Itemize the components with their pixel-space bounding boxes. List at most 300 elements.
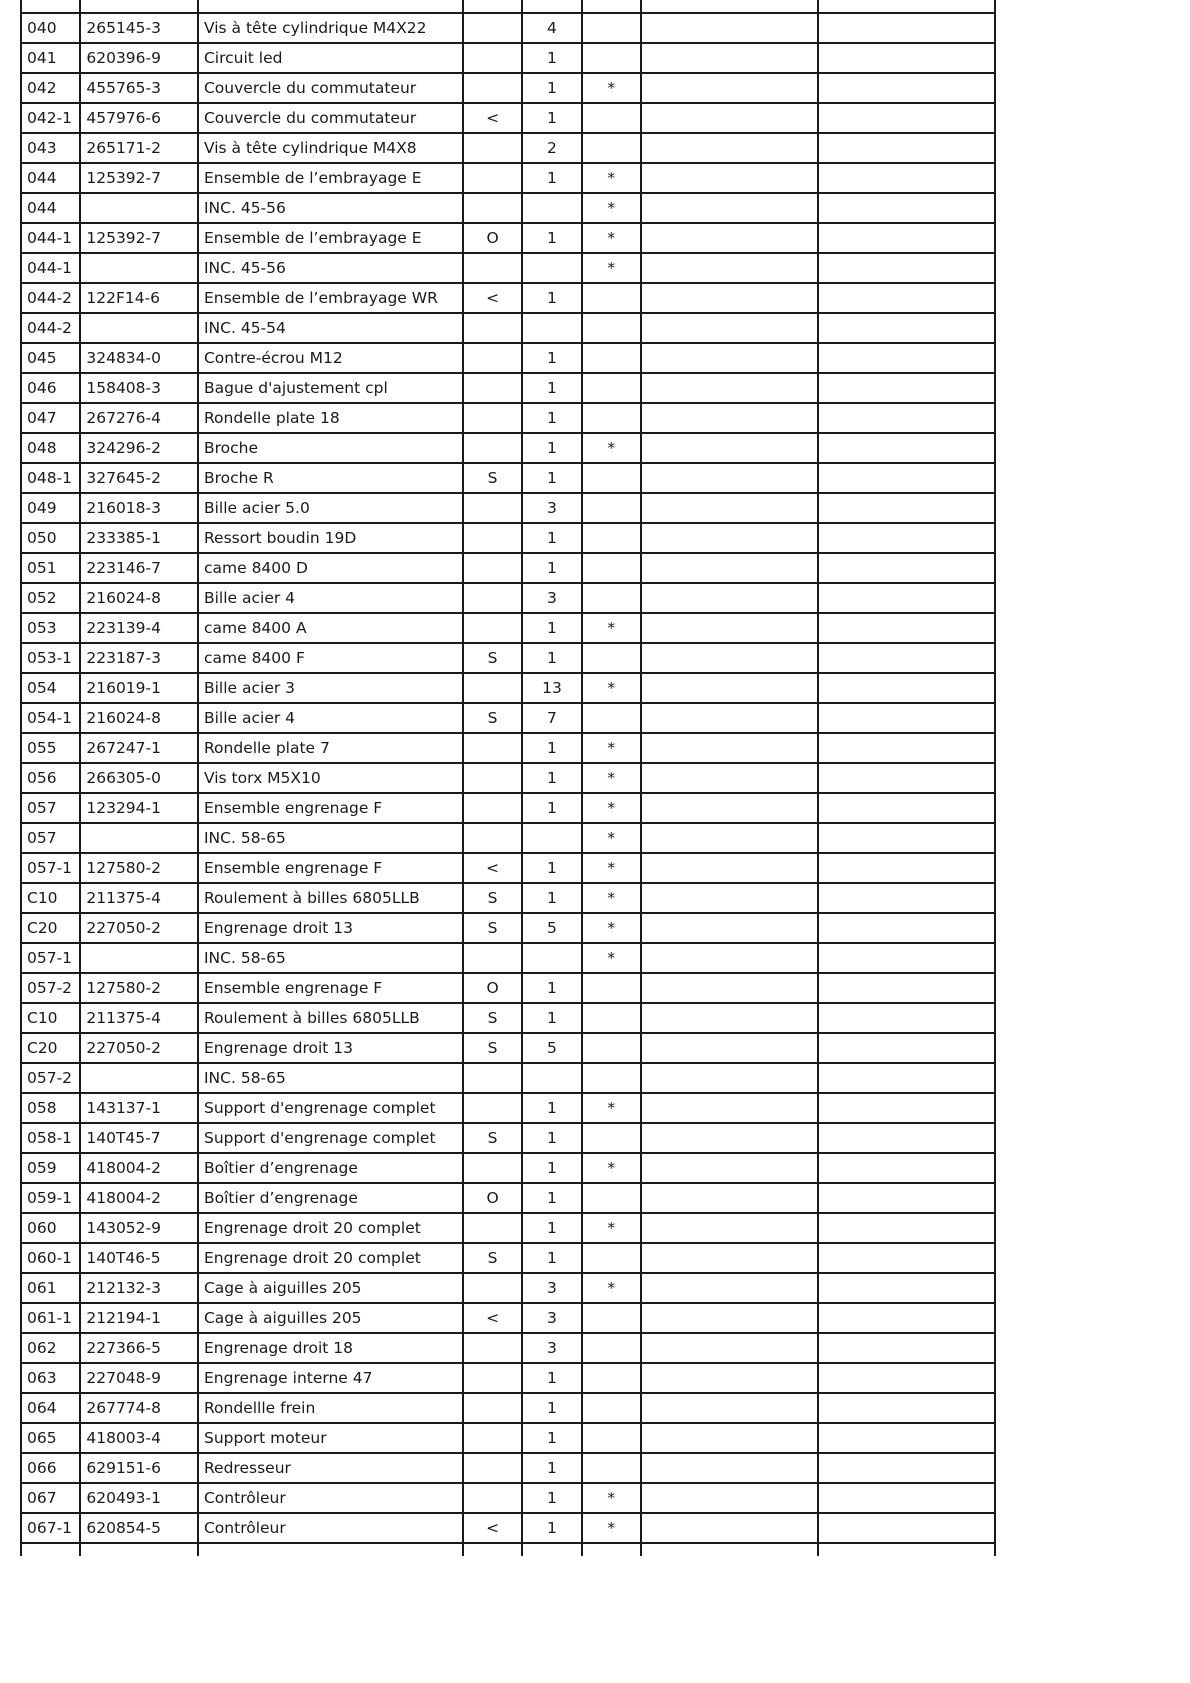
description-cell: Ressort boudin 19D (198, 523, 463, 553)
part-number-cell (80, 253, 198, 283)
marker-cell (582, 43, 641, 73)
description-cell: Ensemble de l’embrayage WR (198, 283, 463, 313)
table-row (21, 1273, 995, 1303)
description-cell: INC. 58-65 (198, 1063, 463, 1093)
marker-cell (582, 283, 641, 313)
ref-number-cell: 061 (21, 1273, 80, 1303)
quantity-cell (522, 823, 581, 853)
table-row (21, 73, 995, 103)
quantity-cell: 1 (522, 1483, 581, 1513)
part-number-cell: 227050-2 (80, 1033, 198, 1063)
table-row (21, 613, 995, 643)
note-code-cell (463, 253, 522, 283)
table-row (21, 643, 995, 673)
description-cell: Ensemble de l’embrayage E (198, 163, 463, 193)
ref-number-cell: 053 (21, 613, 80, 643)
marker-cell: * (582, 73, 641, 103)
part-number-cell: 216019-1 (80, 673, 198, 703)
extra-2-cell (818, 193, 995, 223)
quantity-cell (522, 943, 581, 973)
part-number-cell: 324834-0 (80, 343, 198, 373)
note-code-cell: < (463, 1303, 522, 1333)
quantity-cell: 1 (522, 163, 581, 193)
description-cell: Couvercle du commutateur (198, 73, 463, 103)
extra-1-cell (641, 883, 818, 913)
note-code-cell (463, 1213, 522, 1243)
table-row-partial (21, 1543, 995, 1556)
part-number-cell: 125392-7 (80, 163, 198, 193)
part-number-cell: 265171-2 (80, 133, 198, 163)
extra-2-cell (818, 13, 995, 43)
extra-2-cell (818, 253, 995, 283)
extra-2-cell (818, 943, 995, 973)
extra-2-cell (818, 1063, 995, 1093)
ref-number-cell: 057-2 (21, 973, 80, 1003)
ref-number-cell: 056 (21, 763, 80, 793)
extra-1-cell (641, 583, 818, 613)
extra-2-cell (818, 733, 995, 763)
part-number-cell: 457976-6 (80, 103, 198, 133)
description-cell: INC. 45-56 (198, 253, 463, 283)
marker-cell (582, 1333, 641, 1363)
extra-2-cell (818, 163, 995, 193)
quantity-cell: 1 (522, 1423, 581, 1453)
extra-1-cell (641, 1063, 818, 1093)
extra-1-cell (641, 373, 818, 403)
description-cell (198, 0, 463, 13)
parts-table-body (21, 0, 995, 1556)
description-cell: Contre-écrou M12 (198, 343, 463, 373)
part-number-cell: 125392-7 (80, 223, 198, 253)
ref-number-cell: 044 (21, 193, 80, 223)
extra-2-cell (818, 133, 995, 163)
extra-1-cell (641, 1483, 818, 1513)
part-number-cell: 211375-4 (80, 883, 198, 913)
table-row (21, 673, 995, 703)
description-cell: Bille acier 5.0 (198, 493, 463, 523)
marker-cell: * (582, 613, 641, 643)
description-cell: Contrôleur (198, 1483, 463, 1513)
ref-number-cell: 065 (21, 1423, 80, 1453)
extra-2-cell (818, 883, 995, 913)
extra-1-cell (641, 133, 818, 163)
ref-number-cell: 042 (21, 73, 80, 103)
extra-1-cell (641, 1423, 818, 1453)
note-code-cell: S (463, 1123, 522, 1153)
table-row (21, 973, 995, 1003)
part-number-cell: 143052-9 (80, 1213, 198, 1243)
extra-1-cell (641, 1513, 818, 1543)
description-cell: Bague d'ajustement cpl (198, 373, 463, 403)
empty-cell (818, 1543, 995, 1556)
quantity-cell: 5 (522, 913, 581, 943)
extra-2-cell (818, 343, 995, 373)
description-cell: INC. 45-56 (198, 193, 463, 223)
table-row (21, 13, 995, 43)
table-row (21, 223, 995, 253)
extra-1-cell (641, 853, 818, 883)
marker-cell: * (582, 1273, 641, 1303)
marker-cell (582, 1423, 641, 1453)
ref-number-cell: 064 (21, 1393, 80, 1423)
extra-2-cell (818, 0, 995, 13)
marker-cell (582, 343, 641, 373)
extra-2-cell (818, 1333, 995, 1363)
marker-cell (582, 523, 641, 553)
quantity-cell: 1 (522, 1243, 581, 1273)
quantity-cell: 3 (522, 583, 581, 613)
ref-number-cell: 045 (21, 343, 80, 373)
ref-number-cell: 055 (21, 733, 80, 763)
description-cell: Contrôleur (198, 1513, 463, 1543)
description-cell: Redresseur (198, 1453, 463, 1483)
marker-cell: * (582, 1153, 641, 1183)
note-code-cell (463, 193, 522, 223)
extra-2-cell (818, 1243, 995, 1273)
part-number-cell (80, 1063, 198, 1093)
extra-1-cell (641, 73, 818, 103)
part-number-cell: 216018-3 (80, 493, 198, 523)
ref-number-cell: 059 (21, 1153, 80, 1183)
quantity-cell (522, 313, 581, 343)
table-row (21, 553, 995, 583)
extra-2-cell (818, 43, 995, 73)
extra-2-cell (818, 793, 995, 823)
marker-cell (582, 13, 641, 43)
marker-cell (582, 973, 641, 1003)
note-code-cell (463, 1393, 522, 1423)
empty-cell (463, 1543, 522, 1556)
extra-2-cell (818, 1453, 995, 1483)
empty-cell (641, 1543, 818, 1556)
part-number-cell: 140T45-7 (80, 1123, 198, 1153)
part-number-cell: 211375-4 (80, 1003, 198, 1033)
part-number-cell: 212194-1 (80, 1303, 198, 1333)
part-number-cell: 266305-0 (80, 763, 198, 793)
extra-2-cell (818, 283, 995, 313)
note-code-cell (463, 1153, 522, 1183)
part-number-cell: 629151-6 (80, 1453, 198, 1483)
part-number-cell: 620493-1 (80, 1483, 198, 1513)
quantity-cell (522, 193, 581, 223)
extra-1-cell (641, 193, 818, 223)
ref-number-cell: 044-1 (21, 253, 80, 283)
description-cell: Support d'engrenage complet (198, 1093, 463, 1123)
table-row (21, 1483, 995, 1513)
extra-2-cell (818, 1033, 995, 1063)
note-code-cell (463, 403, 522, 433)
table-row (21, 0, 995, 13)
empty-cell (21, 1543, 80, 1556)
marker-cell (582, 463, 641, 493)
table-row (21, 733, 995, 763)
extra-1-cell (641, 0, 818, 13)
extra-2-cell (818, 1423, 995, 1453)
quantity-cell: 2 (522, 133, 581, 163)
marker-cell (582, 1003, 641, 1033)
note-code-cell (463, 793, 522, 823)
extra-2-cell (818, 1273, 995, 1303)
quantity-cell: 1 (522, 883, 581, 913)
description-cell: Ensemble engrenage F (198, 853, 463, 883)
marker-cell: * (582, 823, 641, 853)
table-row (21, 343, 995, 373)
table-row (21, 1393, 995, 1423)
table-row (21, 133, 995, 163)
quantity-cell: 3 (522, 493, 581, 523)
description-cell: Engrenage droit 13 (198, 1033, 463, 1063)
marker-cell: * (582, 1093, 641, 1123)
extra-2-cell (818, 493, 995, 523)
description-cell: Engrenage droit 20 complet (198, 1213, 463, 1243)
note-code-cell (463, 43, 522, 73)
ref-number-cell: 042-1 (21, 103, 80, 133)
marker-cell: * (582, 733, 641, 763)
ref-number-cell: 063 (21, 1363, 80, 1393)
marker-cell: * (582, 223, 641, 253)
extra-1-cell (641, 1213, 818, 1243)
table-row (21, 253, 995, 283)
part-number-cell: 227366-5 (80, 1333, 198, 1363)
description-cell: Engrenage droit 20 complet (198, 1243, 463, 1273)
extra-2-cell (818, 643, 995, 673)
description-cell: Rondellle frein (198, 1393, 463, 1423)
note-code-cell (463, 733, 522, 763)
extra-1-cell (641, 1273, 818, 1303)
extra-2-cell (818, 103, 995, 133)
table-row (21, 463, 995, 493)
ref-number-cell: 040 (21, 13, 80, 43)
ref-number-cell: 062 (21, 1333, 80, 1363)
note-code-cell (463, 313, 522, 343)
extra-2-cell (818, 1213, 995, 1243)
description-cell: INC. 45-54 (198, 313, 463, 343)
extra-2-cell (818, 1393, 995, 1423)
note-code-cell (463, 1273, 522, 1303)
extra-2-cell (818, 463, 995, 493)
extra-1-cell (641, 343, 818, 373)
table-row (21, 703, 995, 733)
table-row (21, 1243, 995, 1273)
part-number-cell: 267774-8 (80, 1393, 198, 1423)
description-cell: Ensemble engrenage F (198, 973, 463, 1003)
table-row (21, 1063, 995, 1093)
extra-1-cell (641, 793, 818, 823)
empty-cell (522, 1543, 581, 1556)
note-code-cell (463, 133, 522, 163)
marker-cell: * (582, 763, 641, 793)
marker-cell: * (582, 913, 641, 943)
part-number-cell: 327645-2 (80, 463, 198, 493)
quantity-cell: 1 (522, 463, 581, 493)
note-code-cell: S (463, 703, 522, 733)
ref-number-cell: 057-1 (21, 853, 80, 883)
description-cell: Ensemble de l’embrayage E (198, 223, 463, 253)
part-number-cell: 620396-9 (80, 43, 198, 73)
marker-cell: * (582, 253, 641, 283)
ref-number-cell: 057-2 (21, 1063, 80, 1093)
note-code-cell: O (463, 973, 522, 1003)
extra-1-cell (641, 223, 818, 253)
extra-2-cell (818, 553, 995, 583)
note-code-cell (463, 1063, 522, 1093)
quantity-cell: 1 (522, 1093, 581, 1123)
quantity-cell: 1 (522, 403, 581, 433)
marker-cell: * (582, 193, 641, 223)
extra-2-cell (818, 73, 995, 103)
extra-2-cell (818, 1483, 995, 1513)
quantity-cell: 3 (522, 1303, 581, 1333)
note-code-cell (463, 523, 522, 553)
quantity-cell (522, 253, 581, 283)
marker-cell (582, 1183, 641, 1213)
extra-1-cell (641, 43, 818, 73)
marker-cell (582, 1033, 641, 1063)
extra-1-cell (641, 163, 818, 193)
extra-1-cell (641, 493, 818, 523)
description-cell: Engrenage droit 13 (198, 913, 463, 943)
part-number-cell: 158408-3 (80, 373, 198, 403)
quantity-cell: 3 (522, 1333, 581, 1363)
ref-number-cell: 047 (21, 403, 80, 433)
ref-number-cell: 053-1 (21, 643, 80, 673)
ref-number-cell: 061-1 (21, 1303, 80, 1333)
extra-2-cell (818, 373, 995, 403)
part-number-cell: 265145-3 (80, 13, 198, 43)
note-code-cell: S (463, 643, 522, 673)
description-cell: Bille acier 3 (198, 673, 463, 703)
quantity-cell: 3 (522, 1273, 581, 1303)
table-row (21, 1183, 995, 1213)
description-cell: Cage à aiguilles 205 (198, 1273, 463, 1303)
marker-cell: * (582, 793, 641, 823)
part-number-cell: 223187-3 (80, 643, 198, 673)
ref-number-cell: C20 (21, 1033, 80, 1063)
quantity-cell: 13 (522, 673, 581, 703)
extra-1-cell (641, 1153, 818, 1183)
extra-2-cell (818, 1003, 995, 1033)
quantity-cell: 1 (522, 853, 581, 883)
quantity-cell: 1 (522, 103, 581, 133)
quantity-cell: 1 (522, 523, 581, 553)
ref-number-cell: 054 (21, 673, 80, 703)
note-code-cell: S (463, 1243, 522, 1273)
ref-number-cell: 054-1 (21, 703, 80, 733)
note-code-cell (463, 1363, 522, 1393)
quantity-cell: 1 (522, 1213, 581, 1243)
marker-cell (582, 1303, 641, 1333)
part-number-cell: 143137-1 (80, 1093, 198, 1123)
quantity-cell: 1 (522, 1393, 581, 1423)
note-code-cell (463, 553, 522, 583)
extra-2-cell (818, 403, 995, 433)
table-row (21, 1033, 995, 1063)
extra-2-cell (818, 973, 995, 1003)
ref-number-cell: 067-1 (21, 1513, 80, 1543)
quantity-cell: 1 (522, 643, 581, 673)
description-cell: came 8400 D (198, 553, 463, 583)
extra-2-cell (818, 1093, 995, 1123)
table-row (21, 583, 995, 613)
table-row (21, 1333, 995, 1363)
part-number-cell: 127580-2 (80, 853, 198, 883)
extra-2-cell (818, 223, 995, 253)
description-cell: came 8400 F (198, 643, 463, 673)
quantity-cell: 1 (522, 1363, 581, 1393)
ref-number-cell: 059-1 (21, 1183, 80, 1213)
extra-1-cell (641, 943, 818, 973)
marker-cell (582, 703, 641, 733)
marker-cell: * (582, 943, 641, 973)
marker-cell (582, 1243, 641, 1273)
note-code-cell (463, 823, 522, 853)
table-row (21, 793, 995, 823)
marker-cell (582, 133, 641, 163)
extra-1-cell (641, 1033, 818, 1063)
quantity-cell: 1 (522, 433, 581, 463)
empty-cell (582, 1543, 641, 1556)
table-row (21, 403, 995, 433)
table-row (21, 1303, 995, 1333)
note-code-cell (463, 673, 522, 703)
ref-number-cell: 044-2 (21, 283, 80, 313)
extra-1-cell (641, 463, 818, 493)
description-cell: Circuit led (198, 43, 463, 73)
description-cell: Rondelle plate 7 (198, 733, 463, 763)
quantity-cell: 1 (522, 1003, 581, 1033)
table-row (21, 433, 995, 463)
description-cell: Engrenage droit 18 (198, 1333, 463, 1363)
marker-cell (582, 1063, 641, 1093)
part-number-cell (80, 193, 198, 223)
quantity-cell: 1 (522, 343, 581, 373)
marker-cell (582, 583, 641, 613)
note-code-cell (463, 13, 522, 43)
ref-number-cell: 058-1 (21, 1123, 80, 1153)
marker-cell (582, 493, 641, 523)
table-row (21, 883, 995, 913)
empty-cell (198, 1543, 463, 1556)
note-code-cell (463, 1333, 522, 1363)
note-code-cell (463, 493, 522, 523)
extra-2-cell (818, 1363, 995, 1393)
description-cell: INC. 58-65 (198, 943, 463, 973)
table-row (21, 1363, 995, 1393)
note-code-cell (463, 1483, 522, 1513)
extra-1-cell (641, 823, 818, 853)
table-row (21, 523, 995, 553)
note-code-cell: < (463, 1513, 522, 1543)
extra-1-cell (641, 1453, 818, 1483)
extra-1-cell (641, 1123, 818, 1153)
extra-2-cell (818, 313, 995, 343)
marker-cell: * (582, 433, 641, 463)
extra-1-cell (641, 1243, 818, 1273)
note-code-cell: S (463, 913, 522, 943)
extra-1-cell (641, 1093, 818, 1123)
quantity-cell: 1 (522, 73, 581, 103)
marker-cell (582, 643, 641, 673)
quantity-cell: 1 (522, 553, 581, 583)
quantity-cell: 5 (522, 1033, 581, 1063)
table-row (21, 853, 995, 883)
extra-1-cell (641, 523, 818, 553)
note-code-cell (463, 1093, 522, 1123)
note-code-cell: S (463, 463, 522, 493)
extra-1-cell (641, 763, 818, 793)
part-number-cell: 123294-1 (80, 793, 198, 823)
extra-1-cell (641, 733, 818, 763)
